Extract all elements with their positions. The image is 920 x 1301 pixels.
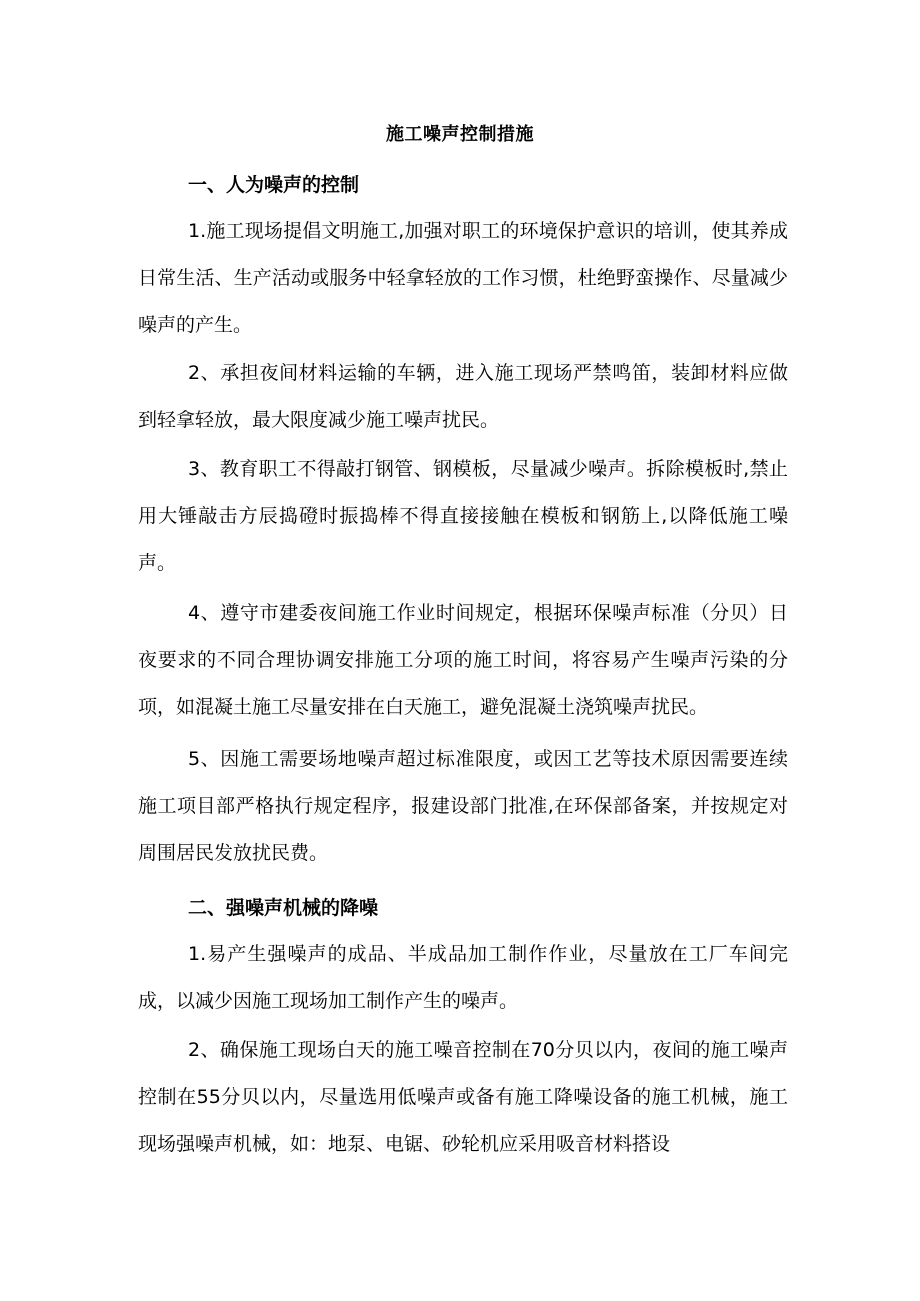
section-1-paragraph-3: 3、教育职工不得敲打钢管、钢模板，尽量减少噪声。拆除模板时,禁止用大锤敲击方辰捣磴时振捣棒不得直接接触在模板和钢筋上,以降低施工噪声。 [138, 458, 788, 574]
section-1-paragraph-2: 2、承担夜间材料运输的车辆，进入施工现场严禁鸣笛，装卸材料应做到轻拿轻放，最大限度减少施工噪声扰民。 [138, 362, 788, 431]
section-2-paragraph-2: 2、确保施工现场白天的施工噪音控制在70分贝以内，夜间的施工噪声控制在55分贝以内，尽量选用低噪声或备有施工降噪设备的施工机械，施工现场强噪声机械，如：地泵、电锯、砂轮机应采用吸音材料搭设 [138, 1039, 788, 1155]
section-1-paragraph-4: 4、遵守市建委夜间施工作业时间规定，根据环保噪声标准（分贝）日夜要求的不同合理协调安排施工分项的施工时间，将容易产生噪声污染的分项，如混凝土施工尽量安排在白天施工，避免混凝土浇筑噪声扰民。 [138, 602, 788, 718]
section-2-paragraph-1: 1.易产生强噪声的成品、半成品加工制作作业，尽量放在工厂车间完成，以减少因施工现场加工制作产生的噪声。 [138, 943, 788, 1012]
document-title: 施工噪声控制措施 [386, 124, 534, 145]
section-1-paragraph-1: 1.施工现场提倡文明施工,加强对职工的环境保护意识的培训，使其养成日常生活、生产活动或服务中轻拿轻放的工作习惯，杜绝野蛮操作、尽量减少噪声的产生。 [138, 220, 788, 336]
section-2-heading: 二、强噪声机械的降噪 [188, 897, 379, 919]
section-1-paragraph-5: 5、因施工需要场地噪声超过标准限度，或因工艺等技术原因需要连续施工项目部严格执行规定程序，报建设部门批准,在环保部备案，并按规定对周围居民发放扰民费。 [138, 748, 788, 864]
section-1-heading: 一、人为噪声的控制 [188, 174, 360, 196]
